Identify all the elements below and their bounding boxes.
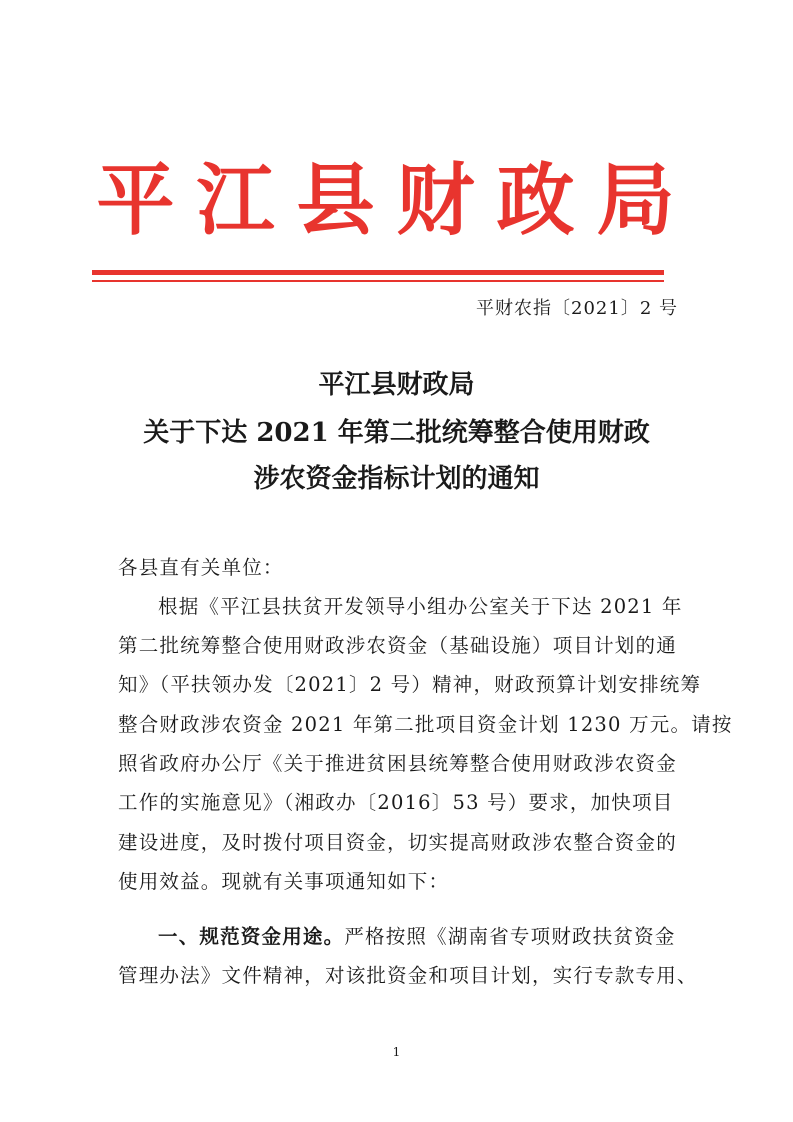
letterhead-rule-thin (92, 280, 664, 282)
item-1-line-2: 管理办法》文件精神，对该批资金和项目计划，实行专款专用、 (118, 964, 698, 987)
page-number: 1 (392, 1045, 401, 1059)
document-title-line-2: 关于下达 2021 年第二批统筹整合使用财政 (143, 418, 650, 448)
document-title-line-3: 涉农资金指标计划的通知 (253, 464, 540, 494)
document-title-line-1: 平江县财政局 (318, 370, 475, 400)
paragraph-line: 第二批统筹整合使用财政涉农资金（基础设施）项目计划的通 (118, 634, 677, 657)
item-1-text: 严格按照《湖南省专项财政扶贫资金 (344, 925, 676, 948)
paragraph-line: 建设进度，及时拨付项目资金，切实提高财政涉农整合资金的 (118, 831, 677, 854)
paragraph-line: 照省政府办公厅《关于推进贫困县统筹整合使用财政涉农资金 (118, 752, 677, 775)
letterhead-rule-thick (92, 270, 664, 275)
document-number: 平财农指〔2021〕2 号 (476, 298, 678, 319)
agency-letterhead: 平江县财政局 (96, 155, 697, 246)
item-1-line-1 (158, 927, 720, 947)
paragraph-line: 整合财政涉农资金 2021 年第二批项目资金计划 1230 万元。请按 (118, 713, 733, 736)
paragraph-line: 根据《平江县扶贫开发领导小组办公室关于下达 2021 年 (158, 595, 683, 618)
addressee: 各县直有关单位： (118, 556, 284, 579)
paragraph-line: 知》（平扶领办发〔2021〕2 号）精神，财政预算计划安排统筹 (118, 673, 702, 696)
paragraph-line: 使用效益。现就有关事项通知如下： (118, 870, 450, 893)
paragraph-line: 工作的实施意见》（湘政办〔2016〕53 号）要求，加快项目 (118, 791, 674, 814)
item-1-heading: 一、规范资金用途。 (158, 925, 345, 948)
